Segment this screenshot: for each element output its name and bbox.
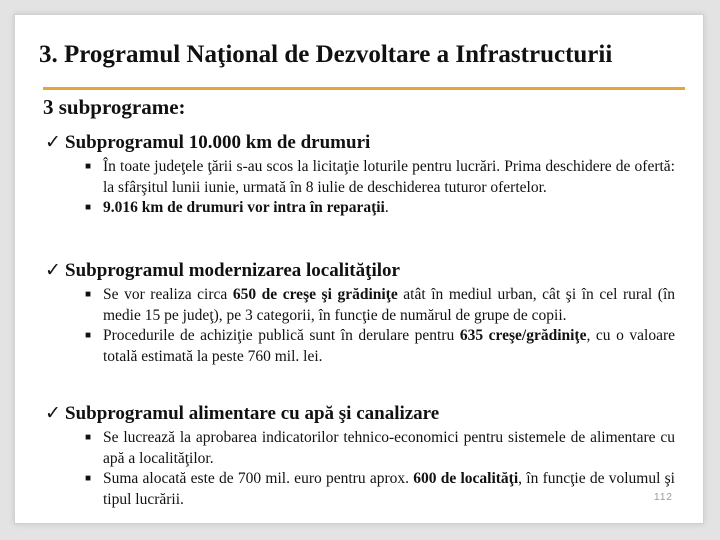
square-bullet-icon: ■ [85,432,92,443]
list-item [45,285,675,326]
text-run: atât în mediul urban, cât şi în cel rural (în medie 15 pe judeţ), pe 3 categorii, în funcţie de numărul de grupe de copii. [103,286,675,324]
section-drumuri [45,131,675,219]
bullet-list [45,428,675,510]
list-item [45,198,675,219]
section-heading [45,402,675,426]
square-bullet-icon: ■ [85,289,92,300]
text-run: În toate judeţele ţării s-au scos la licitaţie loturile pentru lucrări. Prima deschidere de ofertă: la sfârşitul lunii iunie, urmată în 8 iulie de deschiderea tuturor ofertelor. [103,158,675,196]
text-run: , în funcţie de volumul şi tipul lucrării. [103,470,675,508]
section-heading [45,259,675,283]
square-bullet-icon: ■ [85,330,92,341]
section-heading-text: Subprogramul alimentare cu apă şi canalizare [65,403,440,424]
checkmark-icon: ✓ [45,132,61,153]
section-apa-canalizare [45,402,675,510]
list-item [45,428,675,469]
bold-text-run: 9.016 km de drumuri vor intra în reparaţii [103,199,385,216]
title-underline [43,87,685,90]
list-item [45,326,675,367]
text-run: Suma alocată este de 700 mil. euro pentru aprox. [103,470,414,487]
checkmark-icon: ✓ [45,403,61,424]
bullet-list [45,285,675,367]
text-run: , cu o valoare totală estimată la peste 760 mil. lei. [103,327,675,365]
bold-text-run: 635 creşe/grădiniţe [459,327,587,344]
text-run: Procedurile de achiziţie publică sunt în derulare pentru [103,327,460,344]
slide-title: 3. Programul Naţional de Dezvoltare a Infrastructurii [39,41,613,68]
bullet-list [45,157,675,219]
section-heading-text: Subprogramul modernizarea localităţilor [65,260,400,281]
slide-subtitle: 3 subprograme: [43,95,186,119]
text-run: . [384,199,389,216]
section-localitati [45,259,675,367]
page-number: 112 [654,492,673,503]
section-heading-text: Subprogramul 10.000 km de drumuri [65,132,371,153]
square-bullet-icon: ■ [85,161,92,172]
bold-text-run: 650 de creşe şi grădiniţe [232,286,398,303]
square-bullet-icon: ■ [85,473,92,484]
section-heading [45,131,675,155]
bold-text-run: 600 de localităţi [413,470,519,487]
square-bullet-icon: ■ [85,202,92,213]
slide [14,14,704,524]
list-item [45,469,675,510]
list-item [45,157,675,198]
text-run: Se vor realiza circa [103,286,233,303]
checkmark-icon: ✓ [45,260,61,281]
text-run: Se lucrează la aprobarea indicatorilor tehnico-economici pentru sistemele de alimentare cu apă a localităţilor. [103,429,675,467]
